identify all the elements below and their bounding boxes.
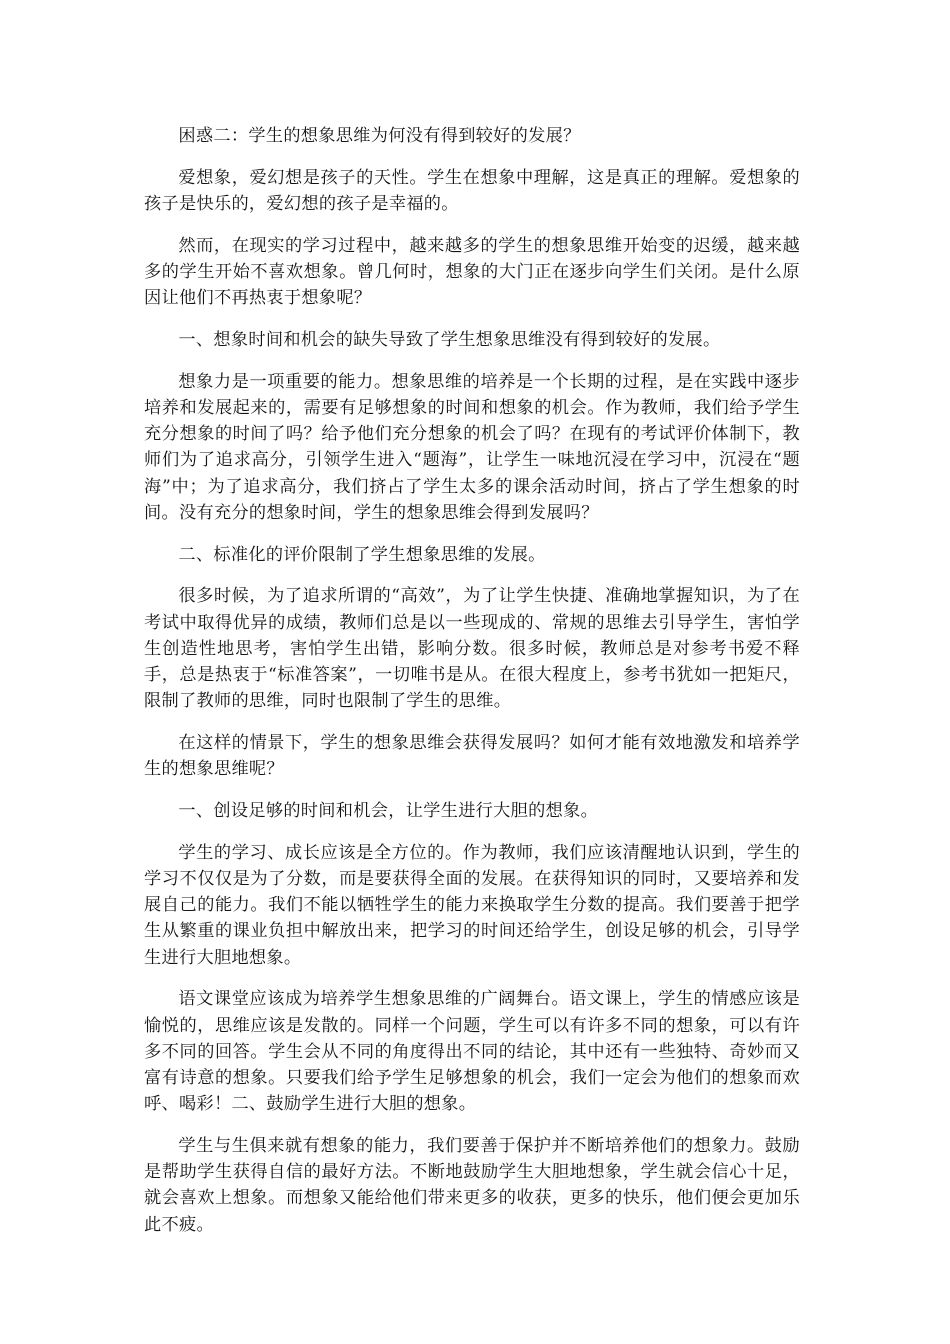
paragraph: 在这样的情景下，学生的想象思维会获得发展吗？如何才能有效地激发和培养学生的想象思维呢？: [144, 733, 800, 780]
paragraph: 想象力是一项重要的能力。想象思维的培养是一个长期的过程，是在实践中逐步培养和发展起来的，需要有足够想象的时间和想象的机会。作为教师，我们给予学生充分想象的时间了吗？给予他们充分想象的机会了吗？在现有的考试评价体制下，教师们为了追求高分，引领学生进入“题海”，让学生一味地沉浸在学习中，沉浸在“题海”中；为了追求高分，我们挤占了学生太多的课余活动时间，挤占了学生想象的时间。没有充分的想象时间，学生的想象思维会得到发展吗？: [144, 371, 800, 523]
paragraph: 然而，在现实的学习过程中，越来越多的学生的想象思维开始变的迟缓，越来越多的学生开始不喜欢想象。曾几何时，想象的大门正在逐步向学生们关闭。是什么原因让他们不再热衷于想象呢？: [144, 235, 800, 309]
paragraph: 爱想象，爱幻想是孩子的天性。学生在想象中理解，这是真正的理解。爱想象的孩子是快乐的，爱幻想的孩子是幸福的。: [144, 167, 800, 214]
document-body: [144, 123, 800, 1253]
paragraph-section-heading: 二、标准化的评价限制了学生想象思维的发展。: [178, 544, 546, 565]
paragraph: 学生与生俱来就有想象的能力，我们要善于保护并不断培养他们的想象力。鼓励是帮助学生获得自信的最好方法。不断地鼓励学生大胆地想象，学生就会信心十足，就会喜欢上想象。而想象又能给他们带来更多的收获，更多的快乐，他们便会更加乐此不疲。: [144, 1136, 800, 1235]
paragraph: 很多时候，为了追求所谓的“高效”，为了让学生快捷、准确地掌握知识，为了在考试中取得优异的成绩，教师们总是以一些现成的、常规的思维去引导学生，害怕学生创造性地思考，害怕学生出错，影响分数。很多时候，教师总是对参考书爱不释手，总是热衷于“标准答案”，一切唯书是从。在很大程度上，参考书犹如一把矩尺，限制了教师的思维，同时也限制了学生的思维。: [144, 586, 800, 712]
paragraph-section-heading: 一、想象时间和机会的缺失导致了学生想象思维没有得到较好的发展。: [178, 330, 721, 350]
paragraph-heading-question: 困惑二：学生的想象思维为何没有得到较好的发展？: [178, 126, 581, 146]
paragraph-section-heading: 一、创设足够的时间和机会，让学生进行大胆的想象。: [178, 801, 599, 822]
paragraph: 学生的学习、成长应该是全方位的。作为教师，我们应该清醒地认识到，学生的学习不仅仅是为了分数，而是要获得全面的发展。在获得知识的同时，又要培养和发展自己的能力。我们不能以牺牲学生的能力来换取学生分数的提高。我们要善于把学生从繁重的课业负担中解放出来，把学习的时间还给学生，创设足够的机会，引导学生进行大胆地想象。: [144, 842, 800, 968]
paragraph: 语文课堂应该成为培养学生想象思维的广阔舞台。语文课上，学生的情感应该是愉悦的，思维应该是发散的。同样一个问题，学生可以有许多不同的想象，可以有许多不同的回答。学生会从不同的角度得出不同的结论，其中还有一些独特、奇妙而又富有诗意的想象。只要我们给予学生足够想象的机会，我们一定会为他们的想象而欢呼、喝彩！二、鼓励学生进行大胆的想象。: [144, 989, 800, 1115]
